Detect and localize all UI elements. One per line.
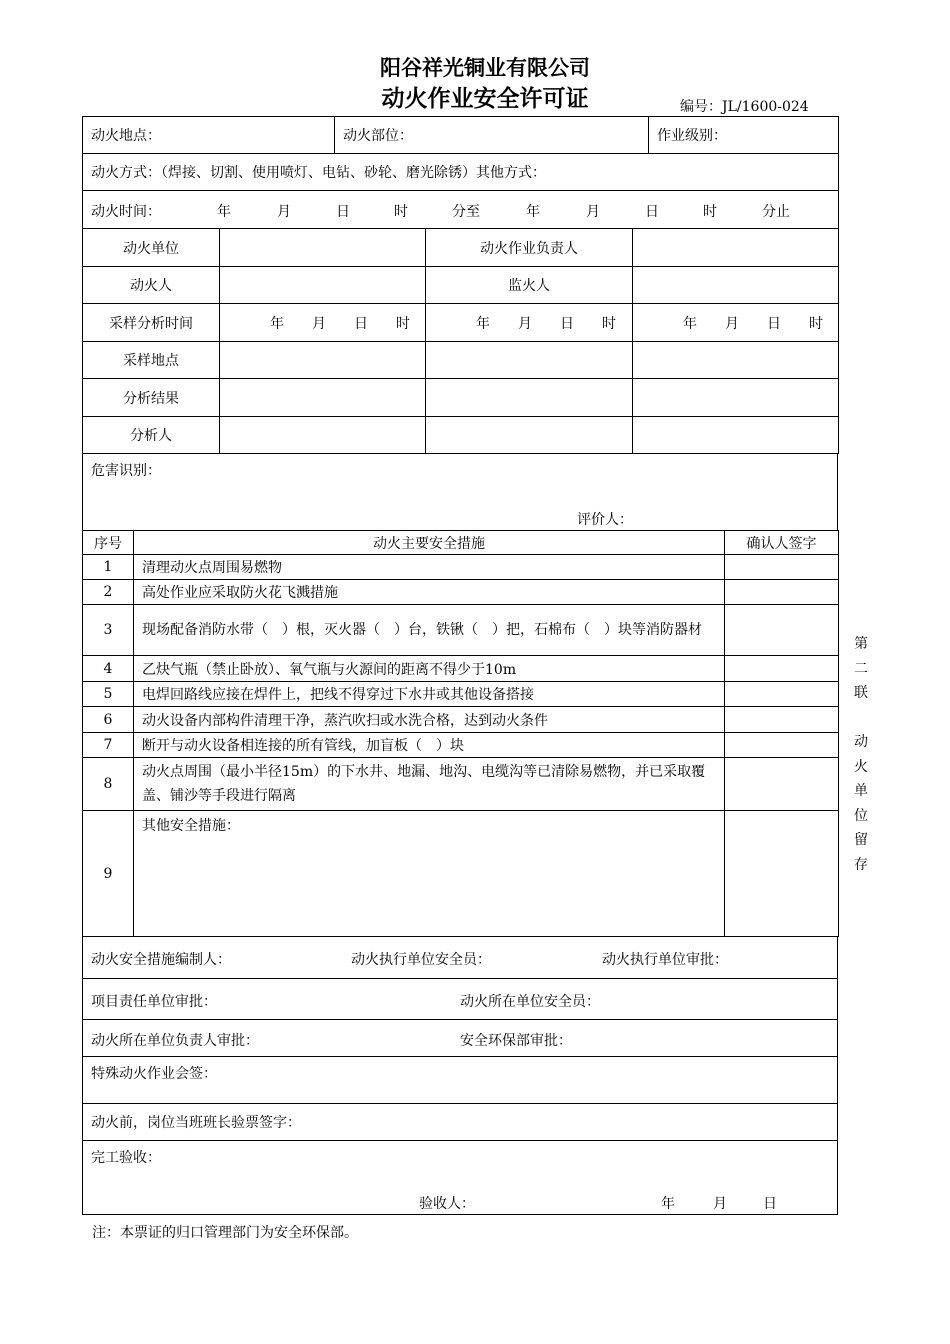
copy-designation-char: 火 (854, 758, 868, 775)
sampling-location-field-3[interactable] (633, 342, 839, 379)
analyst-field-1[interactable] (220, 417, 426, 454)
copy-designation (852, 632, 870, 877)
ymdh-unit: 月 (725, 315, 739, 332)
sampling-time-field-3[interactable] (633, 304, 839, 342)
approvals-table (82, 936, 838, 1215)
sampling-location-field-2[interactable] (426, 342, 633, 379)
copy-designation-char: 存 (854, 856, 868, 873)
work-level-field[interactable]: 作业级别： (649, 117, 839, 154)
measure-no: 7 (83, 733, 134, 758)
confirm-signature-field[interactable] (725, 605, 839, 656)
analyst-field-3[interactable] (633, 417, 839, 454)
confirm-signature-field[interactable] (725, 707, 839, 733)
table-row (83, 682, 839, 707)
measures-header-no: 序号 (83, 531, 134, 555)
time-unit: 月 (277, 204, 291, 220)
measure-no: 5 (83, 682, 134, 707)
sampling-time-field-1[interactable] (220, 304, 426, 342)
ymdh-unit: 年 (683, 315, 697, 332)
measure-text: 电焊回路线应接在焊件上，把线不得穿过下水井或其他设备搭接 (134, 682, 725, 707)
measure-no: 3 (83, 605, 134, 656)
measure-text: 动火设备内部构件清理干净，蒸汽吹扫或水洗合格，达到动火条件 (134, 707, 725, 733)
sampling-location-label: 采样地点 (83, 342, 220, 379)
copy-designation-char: 单 (854, 783, 868, 799)
measure-no: 9 (83, 811, 134, 937)
hazard-field[interactable] (83, 454, 838, 531)
fire-unit-label: 动火单位 (83, 229, 220, 267)
fire-worker-label: 动火人 (83, 267, 220, 304)
confirm-signature-field[interactable] (725, 682, 839, 707)
document-number: 编号：JL/1600-024 (680, 99, 809, 115)
fire-leader-label: 动火作业负责人 (426, 229, 633, 267)
approval-row-3 (83, 1020, 838, 1057)
shift-leader-sign-field[interactable]: 动火前，岗位当班班长验票签字： (83, 1104, 838, 1141)
document-title: 动火作业安全许可证 (381, 86, 589, 112)
exec-unit-approval-field[interactable]: 动火执行单位审批： (602, 952, 728, 968)
analysis-result-field-3[interactable] (633, 379, 839, 417)
ymdh-unit: 日 (354, 315, 368, 332)
copy-designation-gap (852, 706, 870, 731)
measure-text: 乙炔气瓶（禁止卧放）、氧气瓶与火源间的距离不得少于10m (134, 656, 725, 682)
measure-text: 断开与动火设备相连接的所有管线，加盲板（ ）块 (134, 733, 725, 758)
fire-watcher-label: 监火人 (426, 267, 633, 304)
confirm-signature-field[interactable] (725, 733, 839, 758)
confirm-signature-field[interactable] (725, 811, 839, 937)
fire-part-field[interactable]: 动火部位： (335, 117, 649, 154)
copy-designation-char: 留 (854, 832, 868, 848)
confirm-signature-field[interactable] (725, 656, 839, 682)
table-row (83, 733, 839, 758)
analysis-result-field-1[interactable] (220, 379, 426, 417)
copy-designation-char: 动 (854, 734, 868, 750)
time-unit: 月 (586, 204, 600, 220)
table-row (83, 758, 839, 811)
measure-no: 2 (83, 580, 134, 605)
measure-no: 1 (83, 555, 134, 580)
evaluator-label: 评价人： (577, 512, 633, 528)
ymdh-unit: 月 (518, 315, 532, 332)
fire-method-field[interactable]: 动火方式：（焊接、切割、使用喷灯、电钻、砂轮、磨光除锈）其他方式： (83, 154, 839, 191)
table-row (83, 811, 839, 937)
copy-designation-char: 位 (854, 807, 868, 824)
project-unit-approval-field[interactable]: 项目责任单位审批： (91, 994, 217, 1010)
table-row (83, 605, 839, 656)
measure-text: 现场配备消防水带（ ）根，灭火器（ ）台，铁锹（ ）把，石棉布（ ）块等消防器材 (134, 605, 725, 656)
ymdh-unit: 时 (602, 315, 616, 332)
table-row (83, 707, 839, 733)
measures-compiler-field[interactable]: 动火安全措施编制人： (91, 952, 231, 968)
fire-time-label: 动火时间： (91, 204, 161, 220)
measure-text: 动火点周围（最小半径15m）的下水井、地漏、地沟、电缆沟等已清除易燃物，并已采取覆盖、铺沙等手段进行隔离 (134, 758, 725, 811)
analyst-label: 分析人 (83, 417, 220, 454)
hazard-label: 危害识别： (91, 463, 161, 479)
ymdh-unit: 年 (476, 315, 490, 332)
measures-header-confirm: 确认人签字 (725, 531, 839, 555)
confirm-signature-field[interactable] (725, 580, 839, 605)
special-countersign-field[interactable]: 特殊动火作业会签： (83, 1057, 838, 1104)
completion-label: 完工验收： (91, 1150, 161, 1166)
ymdh-unit: 日 (560, 315, 574, 332)
fire-time-field[interactable] (83, 191, 839, 229)
measure-text: 清理动火点周围易燃物 (134, 555, 725, 580)
measure-no: 8 (83, 758, 134, 811)
ymd-unit: 年 (661, 1196, 675, 1212)
table-row (83, 580, 839, 605)
fire-worker-field[interactable] (220, 267, 426, 304)
ymdh-unit: 年 (270, 315, 284, 332)
measure-no: 6 (83, 707, 134, 733)
measures-table (82, 530, 839, 937)
ymd-unit: 月 (713, 1196, 727, 1212)
footnote: 注：本票证的归口管理部门为安全环保部。 (92, 1225, 358, 1241)
confirm-signature-field[interactable] (725, 555, 839, 580)
ymdh-unit: 时 (396, 315, 410, 332)
time-unit: 日 (645, 204, 659, 220)
time-unit: 分止 (762, 204, 790, 220)
measures-header-content: 动火主要安全措施 (134, 531, 725, 555)
time-unit: 日 (336, 204, 350, 220)
fire-watcher-field[interactable] (633, 267, 839, 304)
ymdh-unit: 日 (767, 315, 781, 332)
approval-row-1 (83, 937, 838, 979)
table-row (83, 555, 839, 580)
time-unit: 时 (703, 204, 717, 220)
confirm-signature-field[interactable] (725, 758, 839, 811)
site-safety-officer-field[interactable]: 动火所在单位安全员： (460, 994, 600, 1010)
acceptor-label: 验收人： (419, 1196, 475, 1212)
time-unit: 分至 (452, 204, 480, 220)
time-unit: 年 (526, 204, 540, 220)
ymd-unit: 日 (763, 1196, 777, 1212)
ymdh-unit: 时 (809, 315, 823, 332)
analysis-result-label: 分析结果 (83, 379, 220, 417)
analyst-field-2[interactable] (426, 417, 633, 454)
copy-designation-char: 二 (854, 660, 868, 677)
fire-unit-field[interactable] (220, 229, 426, 267)
time-unit: 时 (394, 204, 408, 220)
env-dept-approval-field[interactable]: 安全环保部审批： (460, 1033, 572, 1049)
people-sampling-table (82, 228, 839, 454)
measure-no: 4 (83, 656, 134, 682)
fire-leader-field[interactable] (633, 229, 839, 267)
analysis-result-field-2[interactable] (426, 379, 633, 417)
company-name: 阳谷祥光铜业有限公司 (380, 56, 590, 80)
site-head-approval-field[interactable]: 动火所在单位负责人审批： (91, 1033, 259, 1049)
hazard-table (82, 453, 838, 531)
exec-safety-officer-field[interactable]: 动火执行单位安全员： (351, 952, 491, 968)
sampling-location-field-1[interactable] (220, 342, 426, 379)
measure-text: 高处作业应采取防火花飞溅措施 (134, 580, 725, 605)
copy-designation-char: 第 (854, 636, 868, 652)
basic-info-table (82, 116, 839, 229)
completion-field[interactable] (83, 1141, 838, 1215)
approval-row-2 (83, 979, 838, 1020)
sampling-time-label: 采样分析时间 (83, 304, 220, 342)
sampling-time-field-2[interactable] (426, 304, 633, 342)
fire-location-field[interactable]: 动火地点： (83, 117, 335, 154)
copy-designation-char: 联 (854, 685, 868, 701)
permit-form (82, 116, 838, 1215)
table-row (83, 656, 839, 682)
ymdh-unit: 月 (312, 315, 326, 332)
other-measures-field[interactable]: 其他安全措施： (134, 811, 725, 937)
time-unit: 年 (217, 204, 231, 220)
